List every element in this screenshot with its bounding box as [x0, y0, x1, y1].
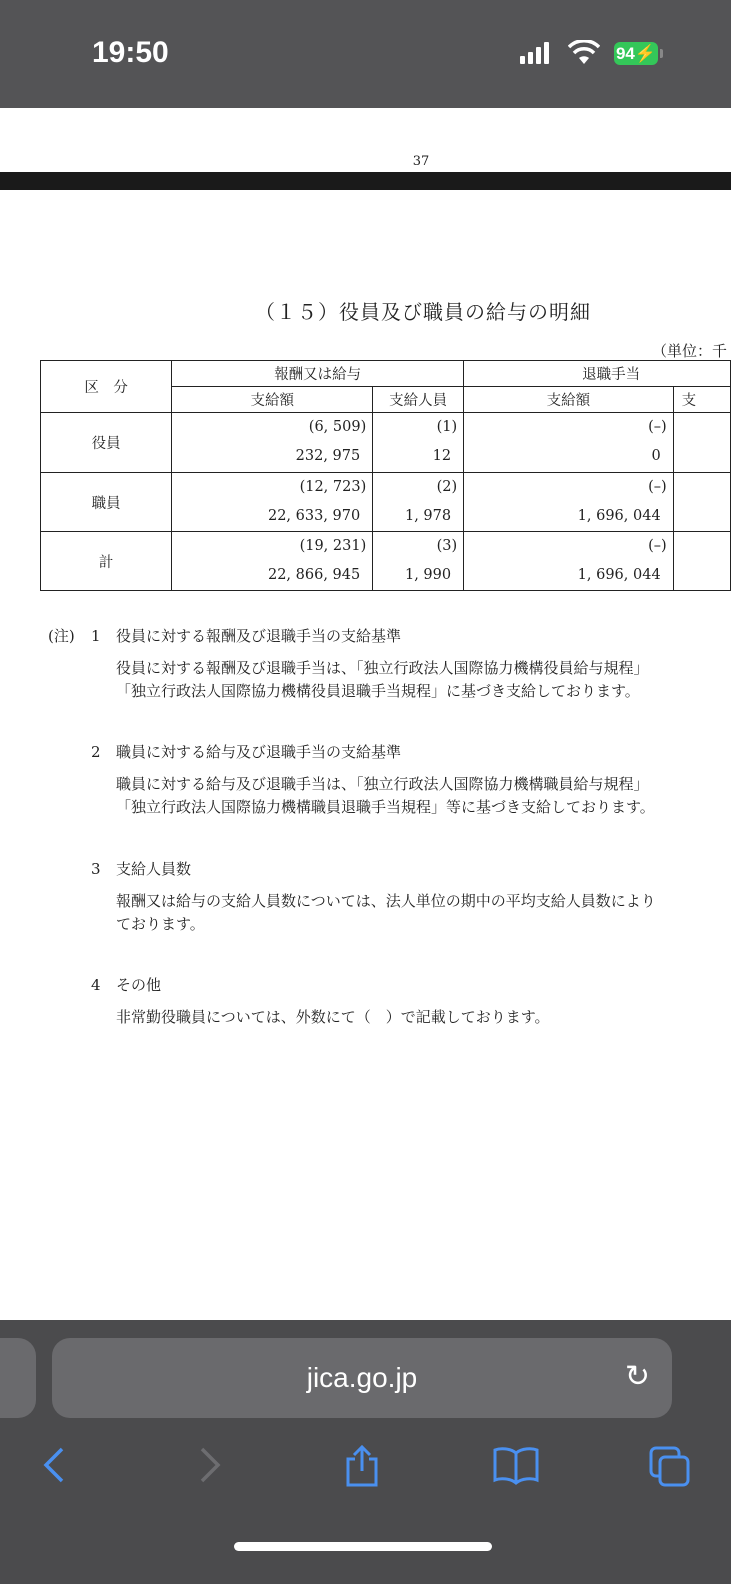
section-title: （１５）役員及び職員の給与の明細	[255, 300, 591, 324]
battery-tip	[660, 49, 663, 58]
status-time: 19:50	[92, 36, 169, 69]
note-text: 「独立行政法人国際協力機構職員退職手当規程」等に基づき支給しております。	[116, 798, 655, 816]
retirement-value: 1, 696, 044	[577, 567, 661, 583]
book-icon	[492, 1445, 540, 1485]
forward-button[interactable]	[198, 1445, 224, 1494]
people-nonregular: (2)	[436, 479, 458, 495]
note-text: 報酬又は給与の支給人員数については、法人単位の期中の平均支給人員数により	[116, 892, 656, 910]
share-icon	[342, 1445, 382, 1487]
note-number: 3	[91, 860, 101, 878]
amount-nonregular: (12, 723)	[299, 479, 367, 495]
people-value: 1, 978	[404, 508, 452, 524]
retirement-value: 0	[651, 448, 661, 464]
retirement-cell	[464, 413, 674, 473]
people-cell	[373, 473, 464, 532]
cellular-signal-icon	[520, 42, 549, 64]
people-nonregular: (3)	[436, 538, 458, 554]
row-label: 職員	[41, 473, 172, 532]
note-number: 4	[91, 976, 101, 994]
header-people: 支給人員	[373, 387, 464, 413]
reload-icon[interactable]: ↻	[624, 1360, 650, 1393]
amount-value: 22, 633, 970	[267, 508, 361, 524]
tabs-button[interactable]	[648, 1445, 692, 1498]
previous-tab-address-bar[interactable]	[0, 1338, 36, 1418]
battery-indicator: 94⚡	[615, 44, 657, 63]
chevron-left-icon	[40, 1445, 66, 1485]
note-text: ております。	[116, 915, 205, 933]
unit-label: （単位：千	[652, 342, 728, 360]
header-salary: 報酬又は給与	[172, 361, 464, 387]
retirement-value: 1, 696, 044	[577, 508, 661, 524]
note-number: 1	[91, 627, 101, 645]
amount-value: 22, 866, 945	[267, 567, 361, 583]
chevron-right-icon	[198, 1445, 224, 1485]
header-category: 区 分	[41, 361, 172, 413]
note-text: 役員に対する報酬及び退職手当は、「独立行政法人国際協力機構役員給与規程」	[116, 659, 649, 677]
page-number: 37	[412, 154, 430, 169]
bookmarks-button[interactable]	[492, 1445, 540, 1494]
amount-cell	[172, 413, 373, 473]
tabs-icon	[648, 1445, 692, 1489]
people-value: 12	[432, 448, 452, 464]
share-button[interactable]	[342, 1445, 382, 1496]
retirement-cell	[464, 532, 674, 591]
table-row	[41, 532, 731, 591]
note-heading: その他	[116, 976, 162, 994]
battery-level: 94	[615, 44, 635, 63]
back-button[interactable]	[40, 1445, 66, 1494]
table-row	[41, 413, 731, 473]
status-bar	[0, 0, 731, 108]
header-retirement-people: 支	[673, 387, 730, 413]
note-text: 「独立行政法人国際協力機構役員退職手当規程」に基づき支給しております。	[116, 682, 640, 700]
note-heading: 職員に対する給与及び退職手当の支給基準	[116, 743, 402, 761]
note-text: 職員に対する給与及び退職手当は、「独立行政法人国際協力機構職員給与規程」	[116, 775, 649, 793]
amount-cell	[172, 473, 373, 532]
notes-prefix: (注)	[48, 627, 75, 645]
header-retirement-amount: 支給額	[464, 387, 674, 413]
salary-table	[40, 360, 731, 591]
people-cell	[373, 532, 464, 591]
row-label: 計	[41, 532, 172, 591]
header-retirement: 退職手当	[464, 361, 731, 387]
retirement-nonregular: (–)	[648, 419, 667, 435]
amount-cell	[172, 532, 373, 591]
wifi-icon	[568, 40, 600, 66]
amount-nonregular: (19, 231)	[299, 538, 367, 554]
people-cell	[373, 413, 464, 473]
retirement-nonregular: (–)	[648, 479, 667, 495]
people-nonregular: (1)	[436, 419, 458, 435]
url-text: jica.go.jp	[306, 1362, 418, 1393]
retirement-cell	[464, 473, 674, 532]
cut-cell	[673, 532, 730, 591]
cut-cell	[673, 473, 730, 532]
cut-cell	[673, 413, 730, 473]
pdf-document[interactable]	[0, 190, 731, 1320]
home-indicator[interactable]	[234, 1542, 492, 1551]
people-value: 1, 990	[404, 567, 452, 583]
amount-nonregular: (6, 509)	[308, 419, 367, 435]
note-text: 非常勤役職員については、外数にて（ ）で記載しております。	[116, 1008, 550, 1026]
retirement-nonregular: (–)	[648, 538, 667, 554]
header-amount: 支給額	[172, 387, 373, 413]
address-bar[interactable]	[52, 1338, 672, 1418]
note-number: 2	[91, 743, 101, 761]
page-separator	[0, 172, 731, 190]
note-heading: 支給人員数	[116, 860, 192, 878]
row-label: 役員	[41, 413, 172, 473]
note-heading: 役員に対する報酬及び退職手当の支給基準	[116, 627, 402, 645]
table-row	[41, 473, 731, 532]
amount-value: 232, 975	[295, 448, 361, 464]
